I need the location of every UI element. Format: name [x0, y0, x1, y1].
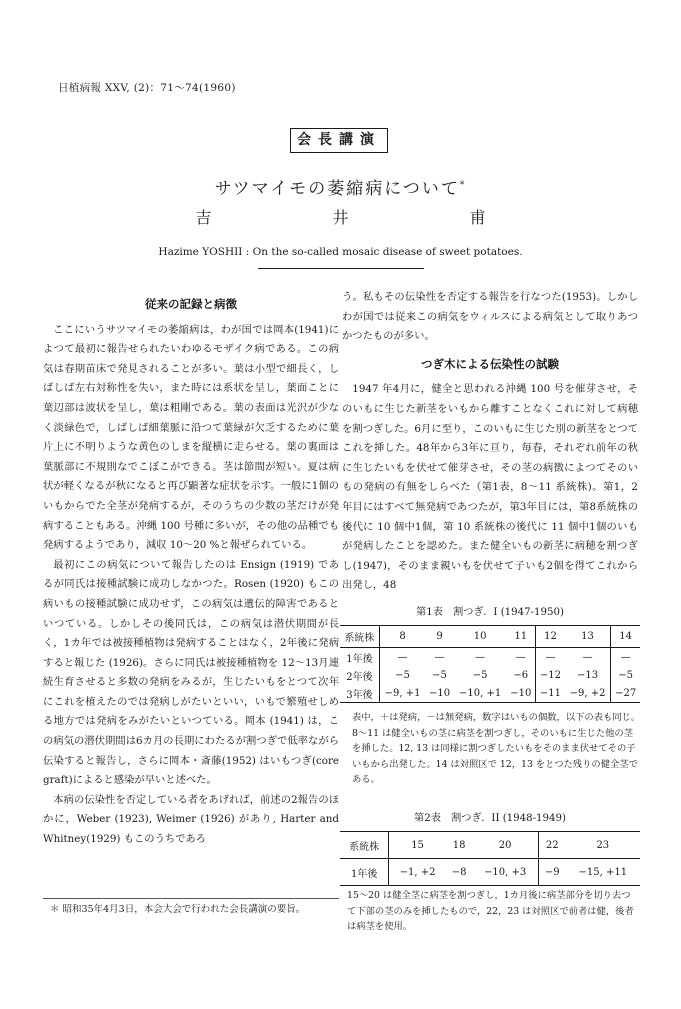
table2	[340, 831, 640, 886]
table1-cell: −10	[428, 687, 451, 699]
table1-cell: −11	[536, 684, 565, 703]
table1-cell: —	[475, 651, 486, 663]
table1-cell: −6	[513, 669, 529, 681]
table2-note: 15～20 は健全茎に病茎を割つぎし，1カ月後に病茎部分を切り去つて下部の茎のみを挿したもので，22，23 は対照区で前者は健，後者は病茎を使用。	[347, 890, 634, 932]
table1-note: 8～11 は健全いもの茎に病茎を割つぎし，そのいもに生じた他の茎を挿した。12, 13 は同様に割つぎしたいもをそのまま伏せてその子いもから出発した。14 は対照区で 12，13 をとつた残りの健全茎である。	[352, 727, 638, 785]
table1-header-cell: 系統株	[340, 626, 379, 648]
right-column	[342, 288, 638, 596]
table1-cell: −9, +2	[569, 687, 606, 699]
section-heading-records: 従来の記録と病徴	[145, 297, 237, 311]
paragraph-continuation: う。私もその伝染性を否定する報告を行なつた(1953)。しかしわが国では従来この病気をウィルスによる病気として取りあつかつたものが多い。	[342, 291, 638, 343]
table2-header-cell: 18	[446, 832, 473, 859]
table1	[340, 625, 640, 703]
table1-caption: 第1表 割つぎ．I (1947-1950)	[416, 607, 564, 618]
paper-title-text: サツマイモの萎縮病について	[214, 179, 460, 199]
table1-cell: −9, +1	[379, 684, 425, 703]
table1-header-cell: 9	[425, 626, 454, 648]
table1-cell: −5	[432, 669, 447, 681]
table2-cell: −1, +2	[389, 859, 446, 886]
table1-cell: 1年後	[346, 653, 373, 665]
table1-cell: −10	[510, 687, 532, 699]
table1-cell: —	[515, 651, 526, 663]
table2-header-cell: 系統株	[340, 832, 389, 859]
table2-header-cell: 23	[566, 832, 640, 859]
table1-note: 表中，＋は発病，－は無発病，数字はいもの個数，以下の表も同じ。	[352, 712, 641, 723]
table1-cell: −5	[611, 666, 640, 684]
table1-cell: −5	[379, 666, 425, 684]
table-row	[340, 648, 640, 667]
paragraph-symptoms: ここにいうサツマイモの萎縮病は，わが国では岡本(1941)によつて最初に報告せられたいわゆるモザイク病である。この病気は春期苗床で発見されることが多い。葉は小型で細長く，しばしば左右対称性を失い，また時には系状を呈し，葉面ことに葉辺部は波状を呈し，葉は粗剛である。葉の表面は光沢が少なく淡緑色で，しばしば細葉脈に沿つて葉緑が欠乏するために葉片上に不明りような黄色のしまを縦横に走らせる。葉の裏面は葉脈部に不規則なでこぼこができる。茎は節間が短い。夏は病状が軽くなるが秋になると再び顕著な症状を示す。一般に1個のいもからでた全茎が発病するが，そのうちの少数の茎だけが発病することもある。沖縄 100 号種に多いが，その他の品種でも発病するようであり，減収 10～20 %と報ぜられている。	[43, 323, 339, 552]
table1-cell: —	[536, 648, 565, 667]
table1-header-cell: 10	[454, 626, 507, 648]
title-rule	[258, 268, 424, 269]
journal-citation: 日植病報 XXV, (2)：71～74(1960)	[58, 82, 236, 94]
table2-header-row	[340, 832, 640, 859]
table1-header-cell: 12	[536, 626, 565, 648]
table1-cell: 2年後	[346, 671, 373, 683]
table1-header-cell: 14	[611, 626, 640, 648]
table2-cell: −10, +3	[484, 866, 527, 878]
table2-notes	[347, 888, 637, 935]
table1-cell: −5	[472, 669, 488, 681]
table1-cell: −13	[576, 669, 599, 681]
footnote: ＊ 昭和35年4月3日，本会大会で行われた会長講演の要旨。	[50, 904, 306, 915]
left-column	[43, 295, 339, 850]
table2-header-cell: 20	[472, 832, 538, 859]
table2-caption: 第2表 割つぎ．II (1948-1949)	[414, 813, 566, 824]
table1-cell: —	[611, 648, 640, 667]
table1-cell: 3年後	[346, 689, 373, 701]
table-row	[340, 859, 640, 886]
table2-cell: −8	[451, 866, 467, 878]
footnote-rule	[43, 898, 339, 899]
paragraph-grafting-test: 1947 年4月に，健全と思われる沖縄 100 号を催芽させ，そのいもに生じた新茎をいもから離すことなくこれに対して病穂を割つぎした。6月に至り，このいもに生じた別の新茎をとつてこれを挿した。48年から3年に亘り，毎春，それぞれ前年の秋に生じたいもを伏せて催芽させ，その茎の病徴によつてそのいもの発病の有無をしらべた（第1表，8～11 系統株)。第1，2 年目にはすべて無発病であつたが，第3年目には，第8系統株の後代に 10 個中1個，第 10 系統株の後代に 11 個中1個のいもが発病したことを認めた。また健全いもの新茎に病穂を割つぎし(1947)，そのまま親いもを伏せて子いも2個を得てこれから出発し，48	[342, 383, 638, 592]
section-heading-grafting: つぎ木による伝染性の試験	[421, 356, 559, 371]
table1-header-row	[340, 626, 640, 648]
table1-cell: −27	[611, 684, 640, 703]
table2-cell: −9	[538, 859, 565, 886]
table1-cell: −10, +1	[459, 687, 502, 699]
table-row	[340, 684, 640, 703]
table1-header-cell: 8	[379, 626, 425, 648]
paragraph-history: 最初にこの病気について報告したのは Ensign (1919) であるが同氏は接種試験に成功しなかつた。Rosen (1920) もこの病いもの接種試験に成功せず，この病気は遺伝的障害であるといつている。しかしその後同氏は，この病気は潜伏期間が長く，1カ年では被接種植物は発病することはなく，2年後に発病すると報じた (1926)。さらに同氏は被接種植物を 12～13月連続生育させると多数の発病をみるが，生じたいもをとつて次年にこれを植えたのでは発病しがたいといい，いもで繁殖せしめる地方では発病をみがたいといつている。岡本 (1941) は，この病気の潜伏期間は6カ月の長期にわたるが割つぎで低率ながら伝染すると報告し，さらに岡本・斎藤(1952) はいもつぎ(core graft)によると感染が早いと述べた。	[43, 558, 339, 787]
table2-header-cell: 15	[389, 832, 446, 859]
table1-notes	[352, 710, 642, 788]
table-row	[340, 666, 640, 684]
table1-cell: —	[379, 648, 425, 667]
table2-header-cell: 22	[538, 832, 565, 859]
paragraph-negation: 本病の伝染性を否定している者をあげれば，前述の2報告のほかに，Weber (1923), Weimer (1926) があり, Harter and Whitney(1929) もこのうちであろ	[43, 793, 339, 846]
table1-cell: —	[582, 651, 593, 663]
lecture-banner: 会長講演	[290, 128, 388, 153]
table1-cell: —	[434, 651, 445, 663]
table1-header-cell: 11	[506, 626, 535, 648]
table1-header-cell: 13	[565, 626, 611, 648]
author-name: 吉 井 甫	[195, 208, 544, 227]
table2-cell: 1年後	[350, 868, 378, 880]
title-footnote-mark: *	[459, 180, 467, 191]
english-title: Hazime YOSHII : On the so-called mosaic disease of sweet potatoes.	[158, 246, 523, 258]
table2-cell: −15, +11	[578, 866, 628, 878]
table1-cell: −12	[536, 666, 565, 684]
paper-title	[0, 174, 681, 199]
